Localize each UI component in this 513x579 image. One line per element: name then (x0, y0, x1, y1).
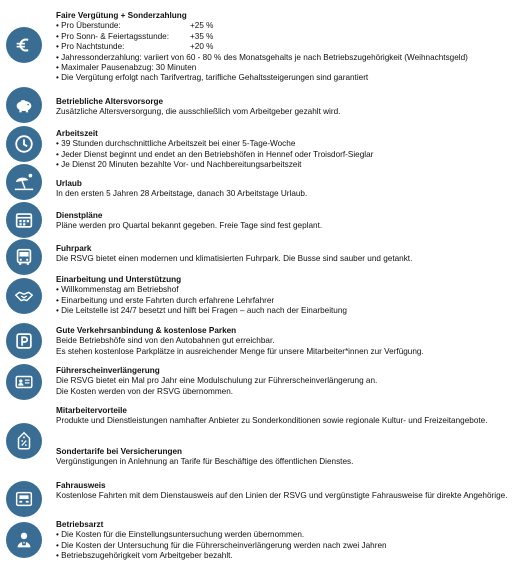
list-item: • Die Kosten für die Einstellungsuntersuchung werden übernommen. (56, 530, 305, 540)
list-item: • Jeder Dienst beginnt und endet an den Betriebshöfen in Hennef oder Troisdorf-Sieglar (56, 149, 374, 159)
section-title: Sondertarife bei Versicherungen (56, 447, 183, 456)
list-item: • 39 Stunden durchschnittliche Arbeitszeit bei einer 5-Tage-Woche (56, 139, 296, 149)
list-item: • Maximaler Pausenabzug: 30 Minuten (56, 63, 197, 73)
section-text: Pläne werden pro Quartal bekannt gegeben. Freie Tage sind fest geplant. (56, 221, 323, 231)
section-title: Fahrausweis (56, 481, 106, 490)
beach-umbrella-icon (6, 164, 42, 200)
list-item: • Die Kosten der Untersuchung für die Führerscheinverlängerung werden nach zwei Jahren (56, 540, 387, 550)
id-card-icon (6, 364, 42, 400)
section-text: Produkte und Dienstleistungen namhafter Anbieter zu Sonderkonditionen sowie regionale Kultur- und Freizeitangebote. (56, 416, 488, 426)
bus-icon (6, 239, 42, 275)
section-text: Kostenlose Fahrten mit dem Dienstausweis auf den Linien der RSVG und vergünstigte Fahrausweise für direkte Angehörige. (56, 491, 508, 501)
parking-icon (6, 323, 42, 359)
list-item: • Die Vergütung erfolgt nach Tarifvertrag, tarifliche Gehaltssteigerungen sind garantiert (56, 73, 369, 83)
list-item: • Betriebszugehörigkeit vom Arbeitgeber bezahlt. (56, 551, 233, 561)
section-title: Dienstpläne (56, 211, 103, 220)
section-text: Es stehen kostenlose Parkplätze in ausreichender Menge für unsere Mitarbeiter*innen zur Verfügung. (56, 346, 424, 356)
discount-tag-icon (6, 423, 42, 459)
list-item: • Je Dienst 20 Minuten bezahlte Vor- und Nachbereitungsarbeitszeit (56, 160, 302, 170)
section-title: Gute Verkehrsanbindung & kostenlose Parken (56, 326, 237, 335)
section-title: Mitarbeitervorteile (56, 406, 127, 415)
doctor-icon (6, 522, 42, 558)
section-title: Einarbeitung und Unterstützung (56, 275, 182, 284)
section-text: Zusätzliche Altersversorgung, die ausschließlich vom Arbeitgeber gezahlt wird. (56, 107, 341, 117)
list-item: • Pro Nachtstunde: +20 % (56, 42, 214, 52)
clock-icon (6, 126, 42, 162)
section-title: Arbeitszeit (56, 129, 98, 138)
list-item: • Einarbeitung und erste Fahrten durch erfahrene Lehrfahrer (56, 295, 275, 305)
list-item: • Willkommenstag am Betriebshof (56, 285, 179, 295)
ticket-icon (6, 481, 42, 517)
section-text: Beide Betriebshöfe sind von den Autobahnen gut erreichbar. (56, 336, 275, 346)
euro-icon (6, 27, 42, 63)
section-title: Faire Vergütung + Sonderzahlung (56, 11, 187, 20)
list-item: • Die Leitstelle ist 24/7 besetzt und hilft bei Fragen – auch nach der Einarbeitung (56, 306, 347, 316)
list-item: • Jahressonderzahlung: variiert von 60 - 80 % des Monatsgehalts je nach Betriebszugehörigkeit (Weihnachtsgeld) (56, 52, 468, 62)
section-title: Urlaub (56, 179, 82, 188)
section-title: Führerscheinverlängerung (56, 366, 160, 375)
calendar-icon (6, 202, 42, 238)
section-text: Vergünstigungen in Anlehnung an Tarife für Beschäftige des öffentlichen Dienstes. (56, 457, 354, 467)
section-title: Betriebliche Altersvorsorge (56, 97, 164, 106)
list-item: • Pro Sonn- & Feiertagsstunde: +35 % (56, 31, 214, 41)
piggy-bank-icon (6, 87, 42, 123)
section-title: Betriebsarzt (56, 520, 104, 529)
section-text: Die RSVG bietet einen modernen und klimatisierten Fuhrpark. Die Busse sind sauber und getankt. (56, 254, 413, 264)
section-text: Die RSVG bietet ein Mal pro Jahr eine Modulschulung zur Führerscheinverlängerung an. (56, 376, 378, 386)
list-item: • Pro Überstunde: +25 % (56, 21, 214, 31)
section-text: Die Kosten werden von der RSVG übernommen. (56, 386, 234, 396)
section-text: In den ersten 5 Jahren 28 Arbeitstage, danach 30 Arbeitstage Urlaub. (56, 189, 308, 199)
handshake-icon (6, 278, 42, 314)
section-title: Fuhrpark (56, 244, 92, 253)
